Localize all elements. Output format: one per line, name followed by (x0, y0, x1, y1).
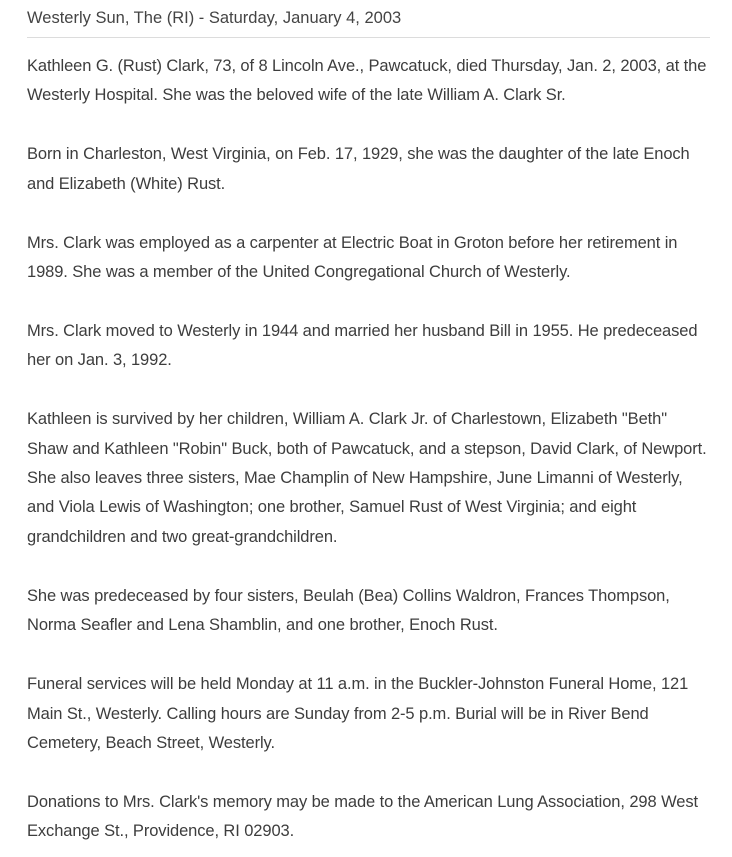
source-line: Westerly Sun, The (RI) - Saturday, January 4, 2003 (27, 9, 402, 27)
paragraph-death-notice: Kathleen G. (Rust) Clark, 73, of 8 Lincoln Ave., Pawcatuck, died Thursday, Jan. 2, 2003, at the Westerly Hospital. She was the beloved wife of the late William A. Clark Sr. (27, 57, 707, 105)
paragraph-funeral-services: Funeral services will be held Monday at 11 a.m. in the Buckler-Johnston Funeral Home, 121 Main St., Westerly. Calling hours are Sunday from 2-5 p.m. Burial will be in River Bend Cemetery, Beach Street, Westerly. (27, 675, 689, 752)
paragraph-survivors: Kathleen is survived by her children, William A. Clark Jr. of Charlestown, Elizabeth "Beth" Shaw and Kathleen "Robin" Buck, both of Pawcatuck, and a stepson, David Clark, of Newport. She also leaves three sisters, Mae Champlin of New Hampshire, June Limanni of Westerly, and Viola Lewis of Washington; one brother, Samuel Rust of West Virginia; and eight grandchildren and two great-grandchildren. (27, 410, 707, 546)
paragraph-employment: Mrs. Clark was employed as a carpenter at Electric Boat in Groton before her retirement in 1989. She was a member of the United Congregational Church of Westerly. (27, 233, 678, 282)
paragraph-donations: Donations to Mrs. Clark's memory may be made to the American Lung Association, 298 West Exchange St., Providence, RI 02903. (27, 792, 698, 841)
header-divider (27, 37, 710, 38)
obituary-body (27, 52, 710, 847)
paragraph-marriage: Mrs. Clark moved to Westerly in 1944 and married her husband Bill in 1955. He predeceased her on Jan. 3, 1992. (27, 321, 698, 370)
paragraph-predeceased: She was predeceased by four sisters, Beulah (Bea) Collins Waldron, Frances Thompson, Norma Seafler and Lena Shamblin, and one brother, Enoch Rust. (27, 586, 670, 635)
paragraph-birth: Born in Charleston, West Virginia, on Feb. 17, 1929, she was the daughter of the late Enoch and Elizabeth (White) Rust. (27, 145, 690, 193)
